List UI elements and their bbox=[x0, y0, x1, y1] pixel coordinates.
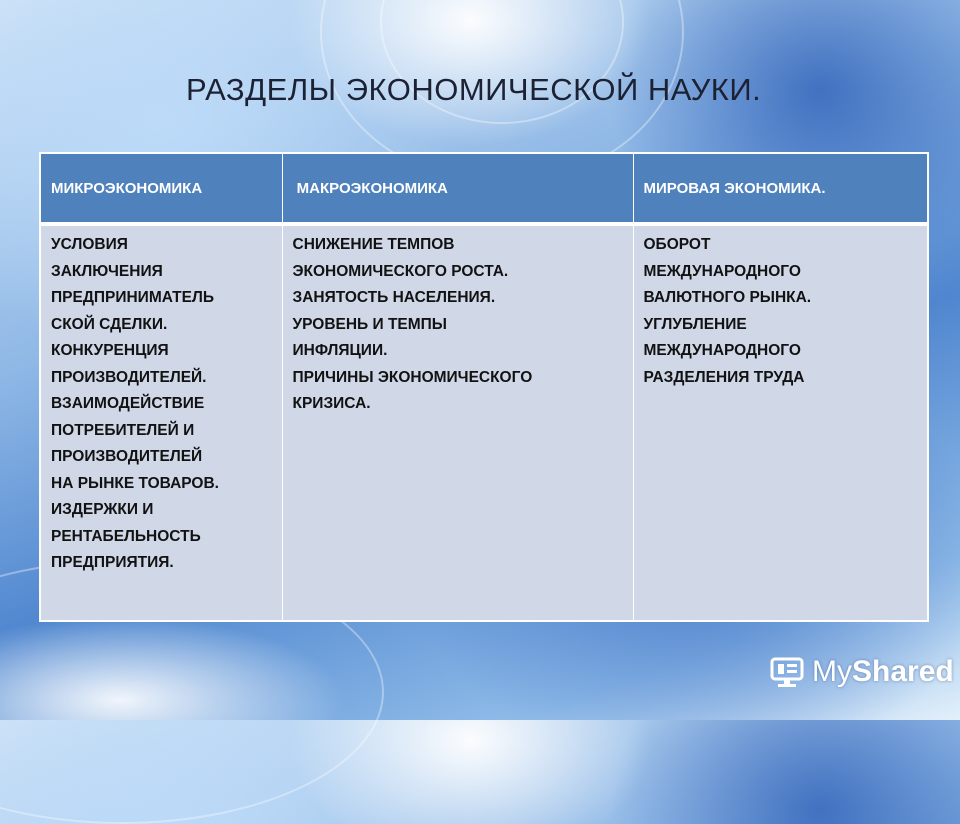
cell-text-line: ИЗДЕРЖКИ И bbox=[51, 501, 154, 518]
cell-macroeconomics bbox=[282, 224, 633, 620]
watermark-text bbox=[812, 655, 954, 689]
slide-title: РАЗДЕЛЫ ЭКОНОМИЧЕСКОЙ НАУКИ. bbox=[186, 72, 762, 107]
table-header-row bbox=[41, 154, 927, 224]
cell-text-line: ЗАНЯТОСТЬ НАСЕЛЕНИЯ. bbox=[292, 289, 496, 306]
cell-text-line: ПРЕДПРИНИМАТЕЛЬ bbox=[51, 289, 214, 306]
myshared-watermark bbox=[770, 652, 954, 692]
cell-text-line: КРИЗИСА. bbox=[292, 395, 371, 412]
cell-text-line: ВАЛЮТНОГО РЫНКА. bbox=[643, 289, 812, 306]
cell-text-line: ИНФЛЯЦИИ. bbox=[292, 342, 388, 359]
cell-text-line: УГЛУБЛЕНИЕ bbox=[643, 315, 747, 333]
cell-text-line: СКОЙ СДЕЛКИ. bbox=[51, 315, 168, 333]
watermark-text-bold: Shared bbox=[852, 655, 954, 688]
header-macroeconomics: МАКРОЭКОНОМИКА bbox=[282, 154, 633, 224]
cell-text-line: ПРОИЗВОДИТЕЛЕЙ bbox=[51, 448, 203, 465]
cell-text-line: МЕЖДУНАРОДНОГО bbox=[643, 342, 801, 359]
cell-text-line: КОНКУРЕНЦИЯ bbox=[51, 342, 169, 359]
cell-text-line: ПРЕДПРИЯТИЯ. bbox=[51, 554, 174, 571]
table-row bbox=[41, 224, 927, 620]
header-microeconomics: МИКРОЭКОНОМИКА bbox=[41, 154, 282, 224]
cell-text-line: СНИЖЕНИЕ ТЕМПОВ bbox=[292, 236, 455, 253]
cell-text-line: РЕНТАБЕЛЬНОСТЬ bbox=[51, 527, 201, 545]
watermark-text-light: My bbox=[812, 655, 852, 688]
cell-text-line: УРОВЕНЬ И ТЕМПЫ bbox=[292, 315, 447, 333]
cell-text-line: ЭКОНОМИЧЕСКОГО РОСТА. bbox=[292, 262, 509, 280]
header-world-economy: МИРОВАЯ ЭКОНОМИКА. bbox=[633, 154, 927, 224]
cell-text-line: ВЗАИМОДЕЙСТВИЕ bbox=[51, 395, 205, 412]
cell-text-line: НА РЫНКЕ ТОВАРОВ. bbox=[51, 474, 219, 492]
sections-table bbox=[39, 152, 929, 622]
monitor-icon bbox=[770, 655, 806, 689]
cell-text-line: ПОТРЕБИТЕЛЕЙ И bbox=[51, 421, 195, 439]
cell-world-economy bbox=[633, 224, 927, 620]
cell-text-line: РАЗДЕЛЕНИЯ ТРУДА bbox=[643, 368, 805, 386]
cell-text-line: ОБОРОТ bbox=[643, 236, 711, 253]
cell-text-line: УСЛОВИЯ bbox=[51, 236, 128, 253]
cell-text-line: ЗАКЛЮЧЕНИЯ bbox=[51, 262, 163, 280]
cell-text-line: ПРИЧИНЫ ЭКОНОМИЧЕСКОГО bbox=[292, 368, 533, 386]
cell-microeconomics bbox=[41, 224, 282, 620]
cell-text-line: МЕЖДУНАРОДНОГО bbox=[643, 262, 801, 280]
cell-text-line: ПРОИЗВОДИТЕЛЕЙ. bbox=[51, 368, 207, 386]
